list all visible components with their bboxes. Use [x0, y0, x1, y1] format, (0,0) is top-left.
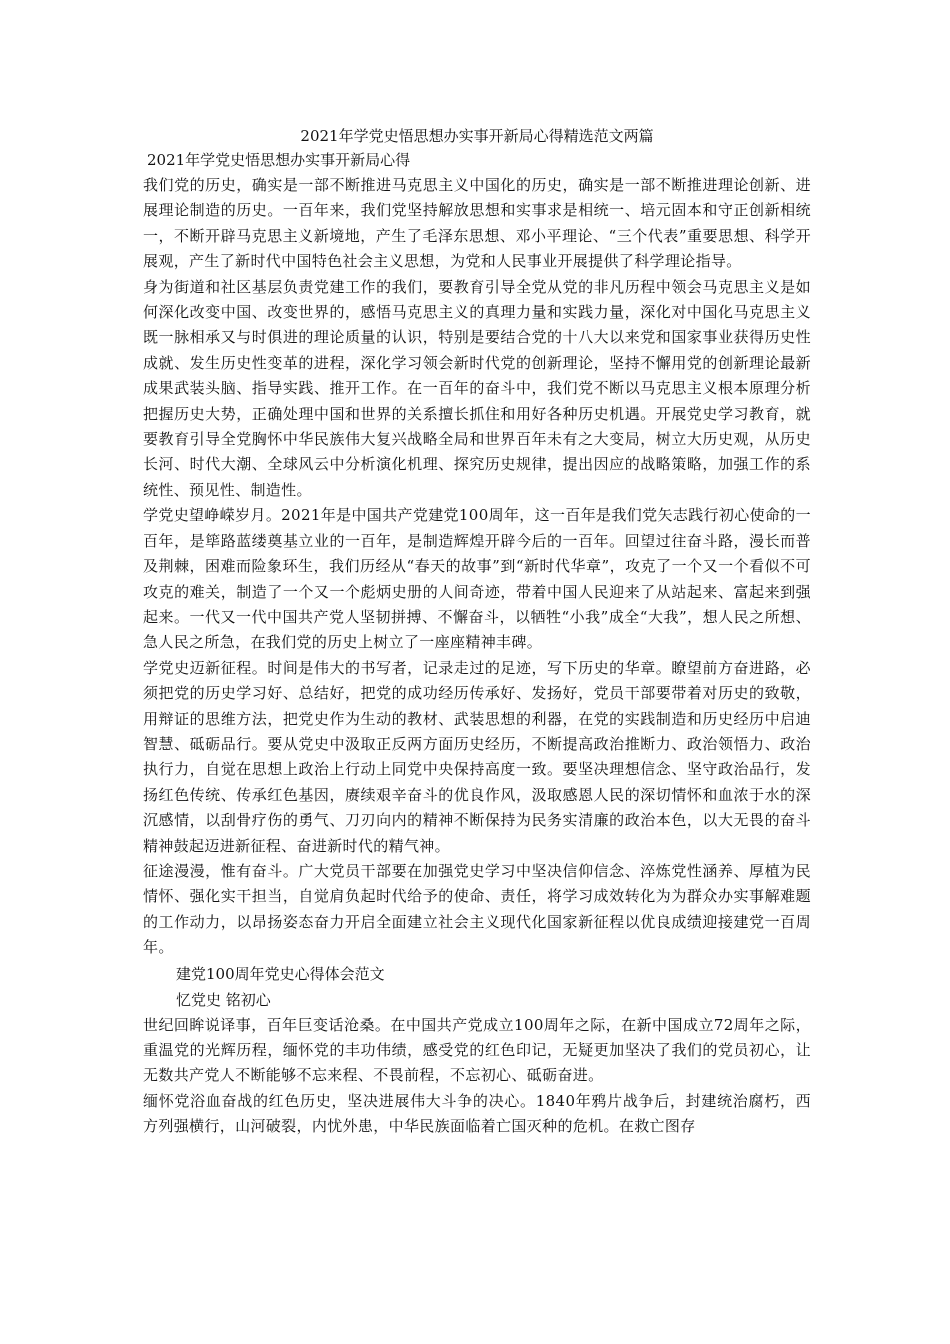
- section1-heading: 2021年学党史悟思想办实事开新局心得: [147, 151, 411, 169]
- section1-paragraph-2: 身为街道和社区基层负责党建工作的我们，要教育引导全党从党的非凡历程中领会马克思主义是如何深化改变中国、改变世界的，感悟马克思主义的真理力量和实践力量，深化对中国化马克思主义既一脉相承又与时俱进的理论质量的认识，特别是要结合党的十八大以来党和国家事业获得历史性成就、发生历史性变革的进程，深化学习领会新时代党的创新理论，坚持不懈用党的创新理论最新成果武装头脑、指导实践、推开工作。在一百年的奋斗中，我们党不断以马克思主义根本原理分析把握历史大势，正确处理中国和世界的关系擅长抓住和用好各种历史机遇。开展党史学习教育，就要教育引导全党胸怀中华民族伟大复兴战略全局和世界百年未有之大变局，树立大历史观，从历史长河、时代大潮、全球风云中分析演化机理、探究历史规律，提出因应的战略策略，加强工作的系统性、预见性、制造性。: [143, 277, 811, 499]
- section1-paragraph-1: 我们党的历史，确实是一部不断推进马克思主义中国化的历史，确实是一部不断推进理论创新、进展理论制造的历史。一百年来，我们党坚持解放思想和实事求是相统一、培元固本和守正创新相统一，不断开辟马克思主义新境地，产生了毛泽东思想、邓小平理论、“三个代表”重要思想、科学开展观，产生了新时代中国特色社会主义思想，为党和人民事业开展提供了科学理论指导。: [143, 176, 811, 271]
- document-page: [143, 124, 811, 1140]
- section2-paragraph-2: 缅怀党浴血奋战的红色历史，坚决进展伟大斗争的决心。1840年鸦片战争后，封建统治腐朽，西方列强横行，山河破裂，内忧外患，中华民族面临着亡国灭种的危机。在救亡图存: [143, 1091, 811, 1136]
- document-title: 2021年学党史悟思想办实事开新局心得精选范文两篇: [300, 127, 654, 145]
- section1-paragraph-3: 学党史望峥嵘岁月。2021年是中国共产党建党100周年，这一百年是我们党矢志践行初心使命的一百年，是筚路蓝缕奠基立业的一百年，是制造辉煌开辟今后的一百年。回望过往奋斗路，漫长而普及荆棘，困难而险象环生，我们历经从“春天的故事”到“新时代华章”，攻克了一个又一个看似不可攻克的难关，制造了一个又一个彪炳史册的人间奇迹，带着中国人民迎来了从站起来、富起来到强起来。一代又一代中国共产党人坚韧拼搏、不懈奋斗，以牺牲“小我”成全“大我”，想人民之所想、急人民之所急，在我们党的历史上树立了一座座精神丰碑。: [143, 506, 811, 652]
- section2-paragraph-1: 世纪回眸说译事，百年巨变话沧桑。在中国共产党成立100周年之际，在新中国成立72周年之际，重温党的光辉历程，缅怀党的丰功伟绩，感受党的红色印记，无疑更加坚决了我们的党员初心，让无数共产党人不断能够不忘来程、不畏前程，不忘初心、砥砺奋进。: [143, 1015, 811, 1085]
- section1-paragraph-4: 学党史迈新征程。时间是伟大的书写者，记录走过的足迹，写下历史的华章。瞭望前方奋进路，必须把党的历史学习好、总结好，把党的成功经历传承好、发扬好，党员干部要带着对历史的致敬，用辩证的思维方法，把党史作为生动的教材、武装思想的利器，在党的实践制造和历史经历中启迪智慧、砥砺品行。要从党史中汲取正反两方面历史经历，不断提高政治推断力、政治领悟力、政治执行力，自觉在思想上政治上行动上同党中央保持高度一致。要坚决理想信念、坚守政治品行，发扬红色传统、传承红色基因，赓续艰辛奋斗的优良作风，汲取感恩人民的深切情怀和血浓于水的深沉感情，以刮骨疗伤的勇气、刀刃向内的精神不断保持为民务实清廉的政治本色，以大无畏的奋斗精神鼓起迈进新征程、奋进新时代的精气神。: [143, 658, 811, 855]
- section2-subheading: 忆党史 铭初心: [176, 990, 271, 1009]
- section2-heading: 建党100周年党史心得体会范文: [176, 964, 385, 983]
- section1-paragraph-5: 征途漫漫，惟有奋斗。广大党员干部要在加强党史学习中坚决信仰信念、淬炼党性涵养、厚植为民情怀、强化实干担当，自觉肩负起时代给予的使命、责任，将学习成效转化为为群众办实事解难题的工作动力，以昂扬姿态奋力开启全面建立社会主义现代化国家新征程以优良成绩迎接建党一百周年。: [143, 861, 811, 957]
